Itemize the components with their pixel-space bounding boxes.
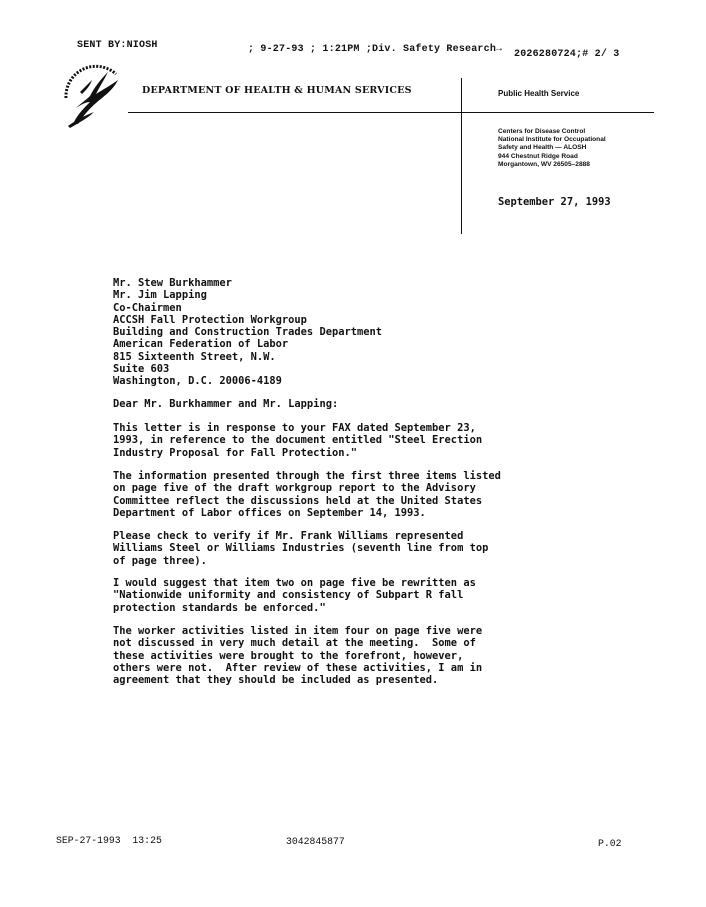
letterhead-rule	[128, 112, 654, 113]
paragraph-line: The worker activities listed in item four on page five were	[113, 625, 483, 637]
paragraph-5	[113, 625, 553, 686]
fax-recipient-page: 2026280724;# 2/ 3	[514, 49, 620, 60]
paragraph-line: protection standards be enforced."	[113, 601, 326, 614]
recipient-line: Mr. Jim Lapping	[113, 289, 207, 302]
paragraph-line: This letter is in response to your FAX dated September 23,	[113, 422, 476, 434]
hhs-eagle-logo-icon	[56, 64, 130, 130]
address-line: Centers for Disease Control	[498, 128, 586, 135]
paragraph-2	[113, 470, 553, 519]
paragraph-4	[113, 577, 553, 614]
salutation: Dear Mr. Burkhammer and Mr. Lapping:	[113, 398, 339, 410]
address-line: National Institute for Occupational	[498, 136, 606, 144]
paragraph-line: of page three).	[113, 554, 207, 567]
public-health-service: Public Health Service	[498, 89, 580, 98]
recipient-line: American Federation of Labor	[113, 338, 289, 351]
recipient-line: Mr. Stew Burkhammer	[113, 277, 232, 289]
paragraph-line: Industry Proposal for Fall Protection."	[113, 446, 357, 459]
address-line: Safety and Health — ALOSH	[498, 144, 587, 152]
fax-sender: SENT BY:NIOSH	[77, 40, 158, 51]
paragraph-line: I would suggest that item two on page five be rewritten as	[113, 577, 476, 589]
letterhead-divider	[461, 78, 462, 234]
recipient-line: Suite 603	[113, 363, 170, 376]
recipient-line: ACCSH Fall Protection Workgroup	[113, 313, 307, 326]
paragraph-line: on page five of the draft workgroup report to the Advisory	[113, 482, 476, 495]
paragraph-line: not discussed in very much detail at the meeting. Some of	[113, 637, 476, 650]
recipient-line: 815 Sixteenth Street, N.W.	[113, 350, 276, 363]
paragraph-line: agreement that they should be included as presented.	[113, 674, 439, 687]
paragraph-line: Committee reflect the discussions held at the United States	[113, 494, 483, 507]
recipient-line: Co-Chairmen	[113, 301, 182, 314]
footer-page-number: P.02	[598, 838, 622, 849]
recipient-address	[113, 277, 382, 388]
paragraph-line: Williams Steel or Williams Industries (seventh line from top	[113, 542, 489, 555]
footer-datetime: SEP-27-1993 13:25	[56, 835, 162, 846]
paragraph-line: "Nationwide uniformity and consistency of Subpart R fall	[113, 589, 464, 602]
recipient-line: Building and Construction Trades Department	[113, 326, 382, 339]
paragraph-line: others were not. After review of these activities, I am in	[113, 661, 483, 674]
recipient-line: Washington, D.C. 20006-4189	[113, 375, 282, 388]
footer-fax-number: 3042845877	[286, 836, 345, 847]
paragraph-line: Department of Labor offices on September 14, 1993.	[113, 506, 426, 519]
paragraph-line: The information presented through the first three items listed	[113, 470, 501, 482]
fax-timestamp: ; 9-27-93 ; 1:21PM ;Div. Safety Research→	[248, 44, 503, 55]
paragraph-line: 1993, in reference to the document entitled "Steel Erection	[113, 434, 483, 447]
department-name: DEPARTMENT OF HEALTH & HUMAN SERVICES	[142, 85, 412, 96]
paragraph-line: Please check to verify if Mr. Frank Williams represented	[113, 530, 464, 542]
letter-date: September 27, 1993	[498, 196, 611, 208]
paragraph-line: these activities were brought to the forefront, however,	[113, 649, 464, 662]
address-line: Morgantown, WV 26505–2888	[498, 160, 590, 168]
agency-address	[498, 128, 668, 169]
paragraph-1	[113, 422, 553, 459]
address-line: 944 Chestnut Ridge Road	[498, 152, 578, 160]
paragraph-3	[113, 530, 553, 567]
